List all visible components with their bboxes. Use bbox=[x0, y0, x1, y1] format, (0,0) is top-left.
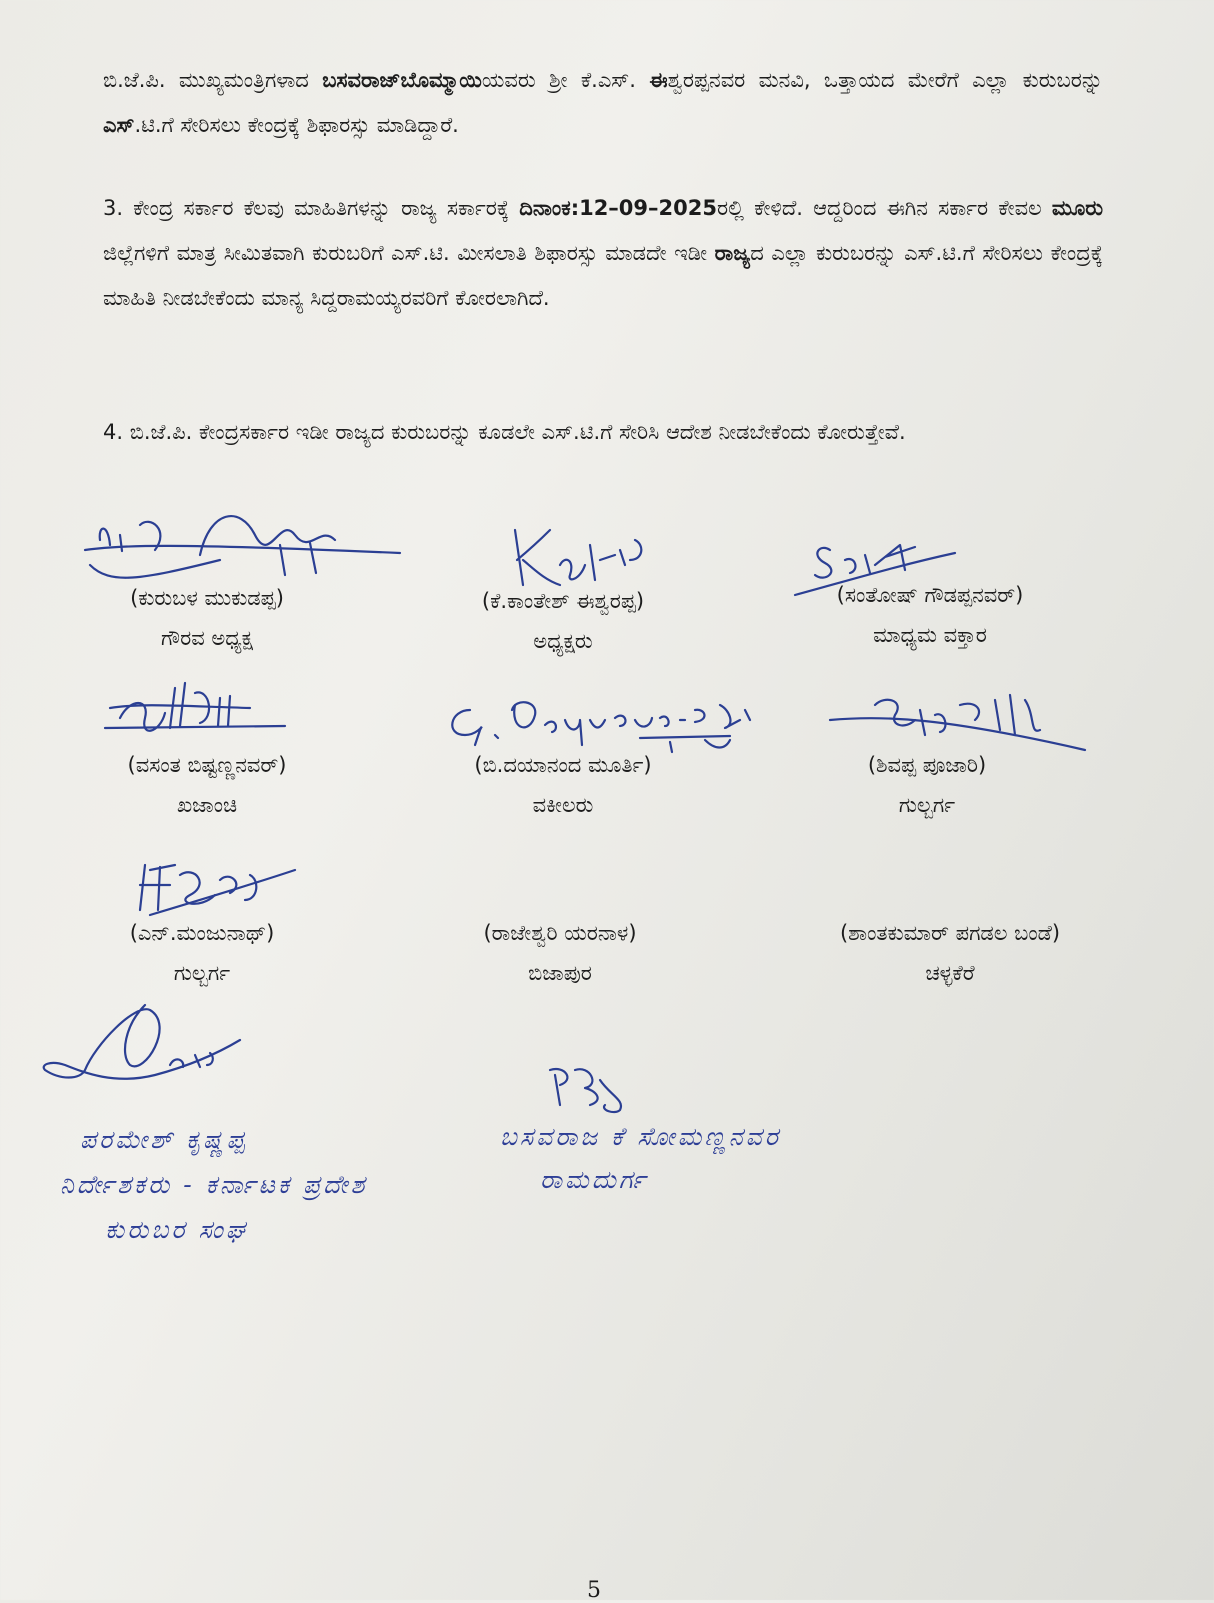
paragraph-3: 3. ಕೇಂದ್ರ ಸರ್ಕಾರ ಕೆಲವು ಮಾಹಿತಿಗಳನ್ನು ರಾಜ್ಯ ಸರ್ಕಾರಕ್ಕೆ ದಿನಾಂಕ:12–09–2025ರಲ್ಲಿ ಕೇಳಿದೆ. ಆದ್ದರಿಂದ ಈಗಿನ ಸರ್ಕಾರ ಕೇವಲ ಮೂರು ಜಿಲ್ಲೆಗಳಿಗೆ ಮಾತ್ರ ಸೀಮಿತವಾಗಿ ಕುರುಬರಿಗೆ ಎಸ್.ಟಿ. ಮೀಸಲಾತಿ ಶಿಫಾರಸ್ಸು ಮಾಡದೇ ಇಡೀ ರಾಜ್ಯದ ಎಲ್ಲಾ ಕುರುಬರನ್ನು ಎಸ್.ಟಿ.ಗೆ ಸೇರಿಸಲು ಕೇಂದ್ರಕ್ಕೆ ಮಾಹಿತಿ ನೀಡಬೇಕೆಂದು ಮಾನ್ಯ ಸಿದ್ದರಾಮಯ್ಯರವರಿಗೆ ಕೋರಲಾಗಿದೆ. bbox=[103, 196, 1104, 310]
signatory-name: (ಬಿ.ದಯಾನಂದ ಮೂರ್ತಿ) bbox=[474, 753, 652, 777]
signatory-name: (ಶಾಂತಕುಮಾರ್ ಪಗಡಲ ಬಂಡೆ) bbox=[839, 921, 1061, 945]
paragraph-4: 4. ಬಿ.ಜೆ.ಪಿ. ಕೇಂದ್ರಸರ್ಕಾರ ಇಡೀ ರಾಜ್ಯದ ಕುರುಬರನ್ನು ಕೂಡಲೇ ಎಸ್.ಟಿ.ಗೆ ಸೇರಿಸಿ ಆದೇಶ ನೀಡಬೇಕೆಂದು ಕೋರುತ್ತೇವೆ. bbox=[103, 420, 906, 444]
signatory-role: ಗುಲ್ಬರ್ಗ bbox=[173, 961, 231, 985]
signatory-block bbox=[757, 750, 1097, 820]
signatory-name: (ಶಿವಪ್ಪ ಪೂಜಾರಿ) bbox=[867, 753, 987, 777]
signatory-block bbox=[770, 918, 1130, 988]
signatory-block bbox=[37, 750, 377, 820]
signatory-block bbox=[32, 918, 372, 988]
handwritten-place-right: ರಾಮದುರ್ಗ bbox=[540, 1165, 649, 1194]
signatory-role: ಗೌರವ ಅಧ್ಯಕ್ಷ bbox=[160, 626, 254, 650]
handwritten-title-left: ನಿರ್ದೇಶಕರು - ಕರ್ನಾಟಕ ಪ್ರದೇಶ bbox=[60, 1170, 368, 1199]
signatory-role: ಬಿಜಾಪುರ bbox=[528, 961, 592, 985]
signatory-name: (ರಾಜೇಶ್ವರಿ ಯರನಾಳ) bbox=[483, 921, 637, 945]
signatory-block bbox=[393, 586, 733, 656]
signatory-block bbox=[390, 918, 730, 988]
signature-2-icon bbox=[505, 525, 655, 595]
signature-1-icon bbox=[80, 495, 410, 595]
paragraph-intro: ಬಿ.ಜೆ.ಪಿ. ಮುಖ್ಯಮಂತ್ರಿಗಳಾದ ಬಸವರಾಜ್‌ಬೊಮ್ಮಾಯಿಯವರು ಶ್ರೀ ಕೆ.ಎಸ್. ಈಶ್ವರಪ್ಪನವರ ಮನವಿ, ಒತ್ತಾಯದ ಮೇರೆಗೆ ಎಲ್ಲಾ ಕುರುಬರನ್ನು ಎಸ್.ಟಿ.ಗೆ ಸೇರಿಸಲು ಕೇಂದ್ರಕ್ಕೆ ಶಿಫಾರಸ್ಸು ಮಾಡಿದ್ದಾರೆ. bbox=[103, 68, 1104, 137]
signatory-name: (ವಸಂತ ಬಿಷ್ಟಣ್ಣನವರ್) bbox=[127, 753, 287, 777]
signatory-name: (ಎನ್.ಮಂಜುನಾಥ್) bbox=[129, 921, 275, 945]
signatory-name: (ಕೆ.ಕಾಂತೇಶ್ ಈಶ್ವರಪ್ಪ) bbox=[481, 589, 645, 613]
signatory-block bbox=[37, 583, 377, 653]
signatory-role: ಚಳ್ಳಕೆರೆ bbox=[925, 961, 975, 985]
signature-4-icon bbox=[100, 678, 290, 758]
signatory-role: ಅಧ್ಯಕ್ಷರು bbox=[533, 629, 593, 653]
signatory-role: ಗುಲ್ಬರ್ಗ bbox=[898, 793, 956, 817]
signatory-role: ಖಜಾಂಚಿ bbox=[176, 793, 238, 817]
handwritten-org-left: ಕುರುಬರ ಸಂಘ bbox=[105, 1215, 248, 1244]
signatory-block bbox=[760, 580, 1100, 650]
signature-8-icon bbox=[35, 995, 255, 1105]
page-number: 5 bbox=[587, 1578, 601, 1603]
signatory-name: (ಸಂತೋಷ್ ಗೌಡಪ್ಪನವರ್) bbox=[836, 583, 1024, 607]
signatory-block bbox=[393, 750, 733, 820]
signature-9-icon bbox=[540, 1060, 640, 1120]
handwritten-name-left: ಪರಮೇಶ್ ಕೃಷ್ಣಪ್ಪ bbox=[80, 1125, 248, 1154]
signatory-name: (ಕುರುಬಳ ಮುಕುಡಪ್ಪ) bbox=[130, 586, 284, 610]
signatory-role: ಮಾಧ್ಯಮ ವಕ್ತಾರ bbox=[873, 623, 987, 647]
signatory-role: ವಕೀಲರು bbox=[532, 793, 594, 817]
handwritten-name-right: ಬಸವರಾಜ ಕೆ ಸೋಮಣ್ಣನವರ bbox=[500, 1122, 781, 1151]
